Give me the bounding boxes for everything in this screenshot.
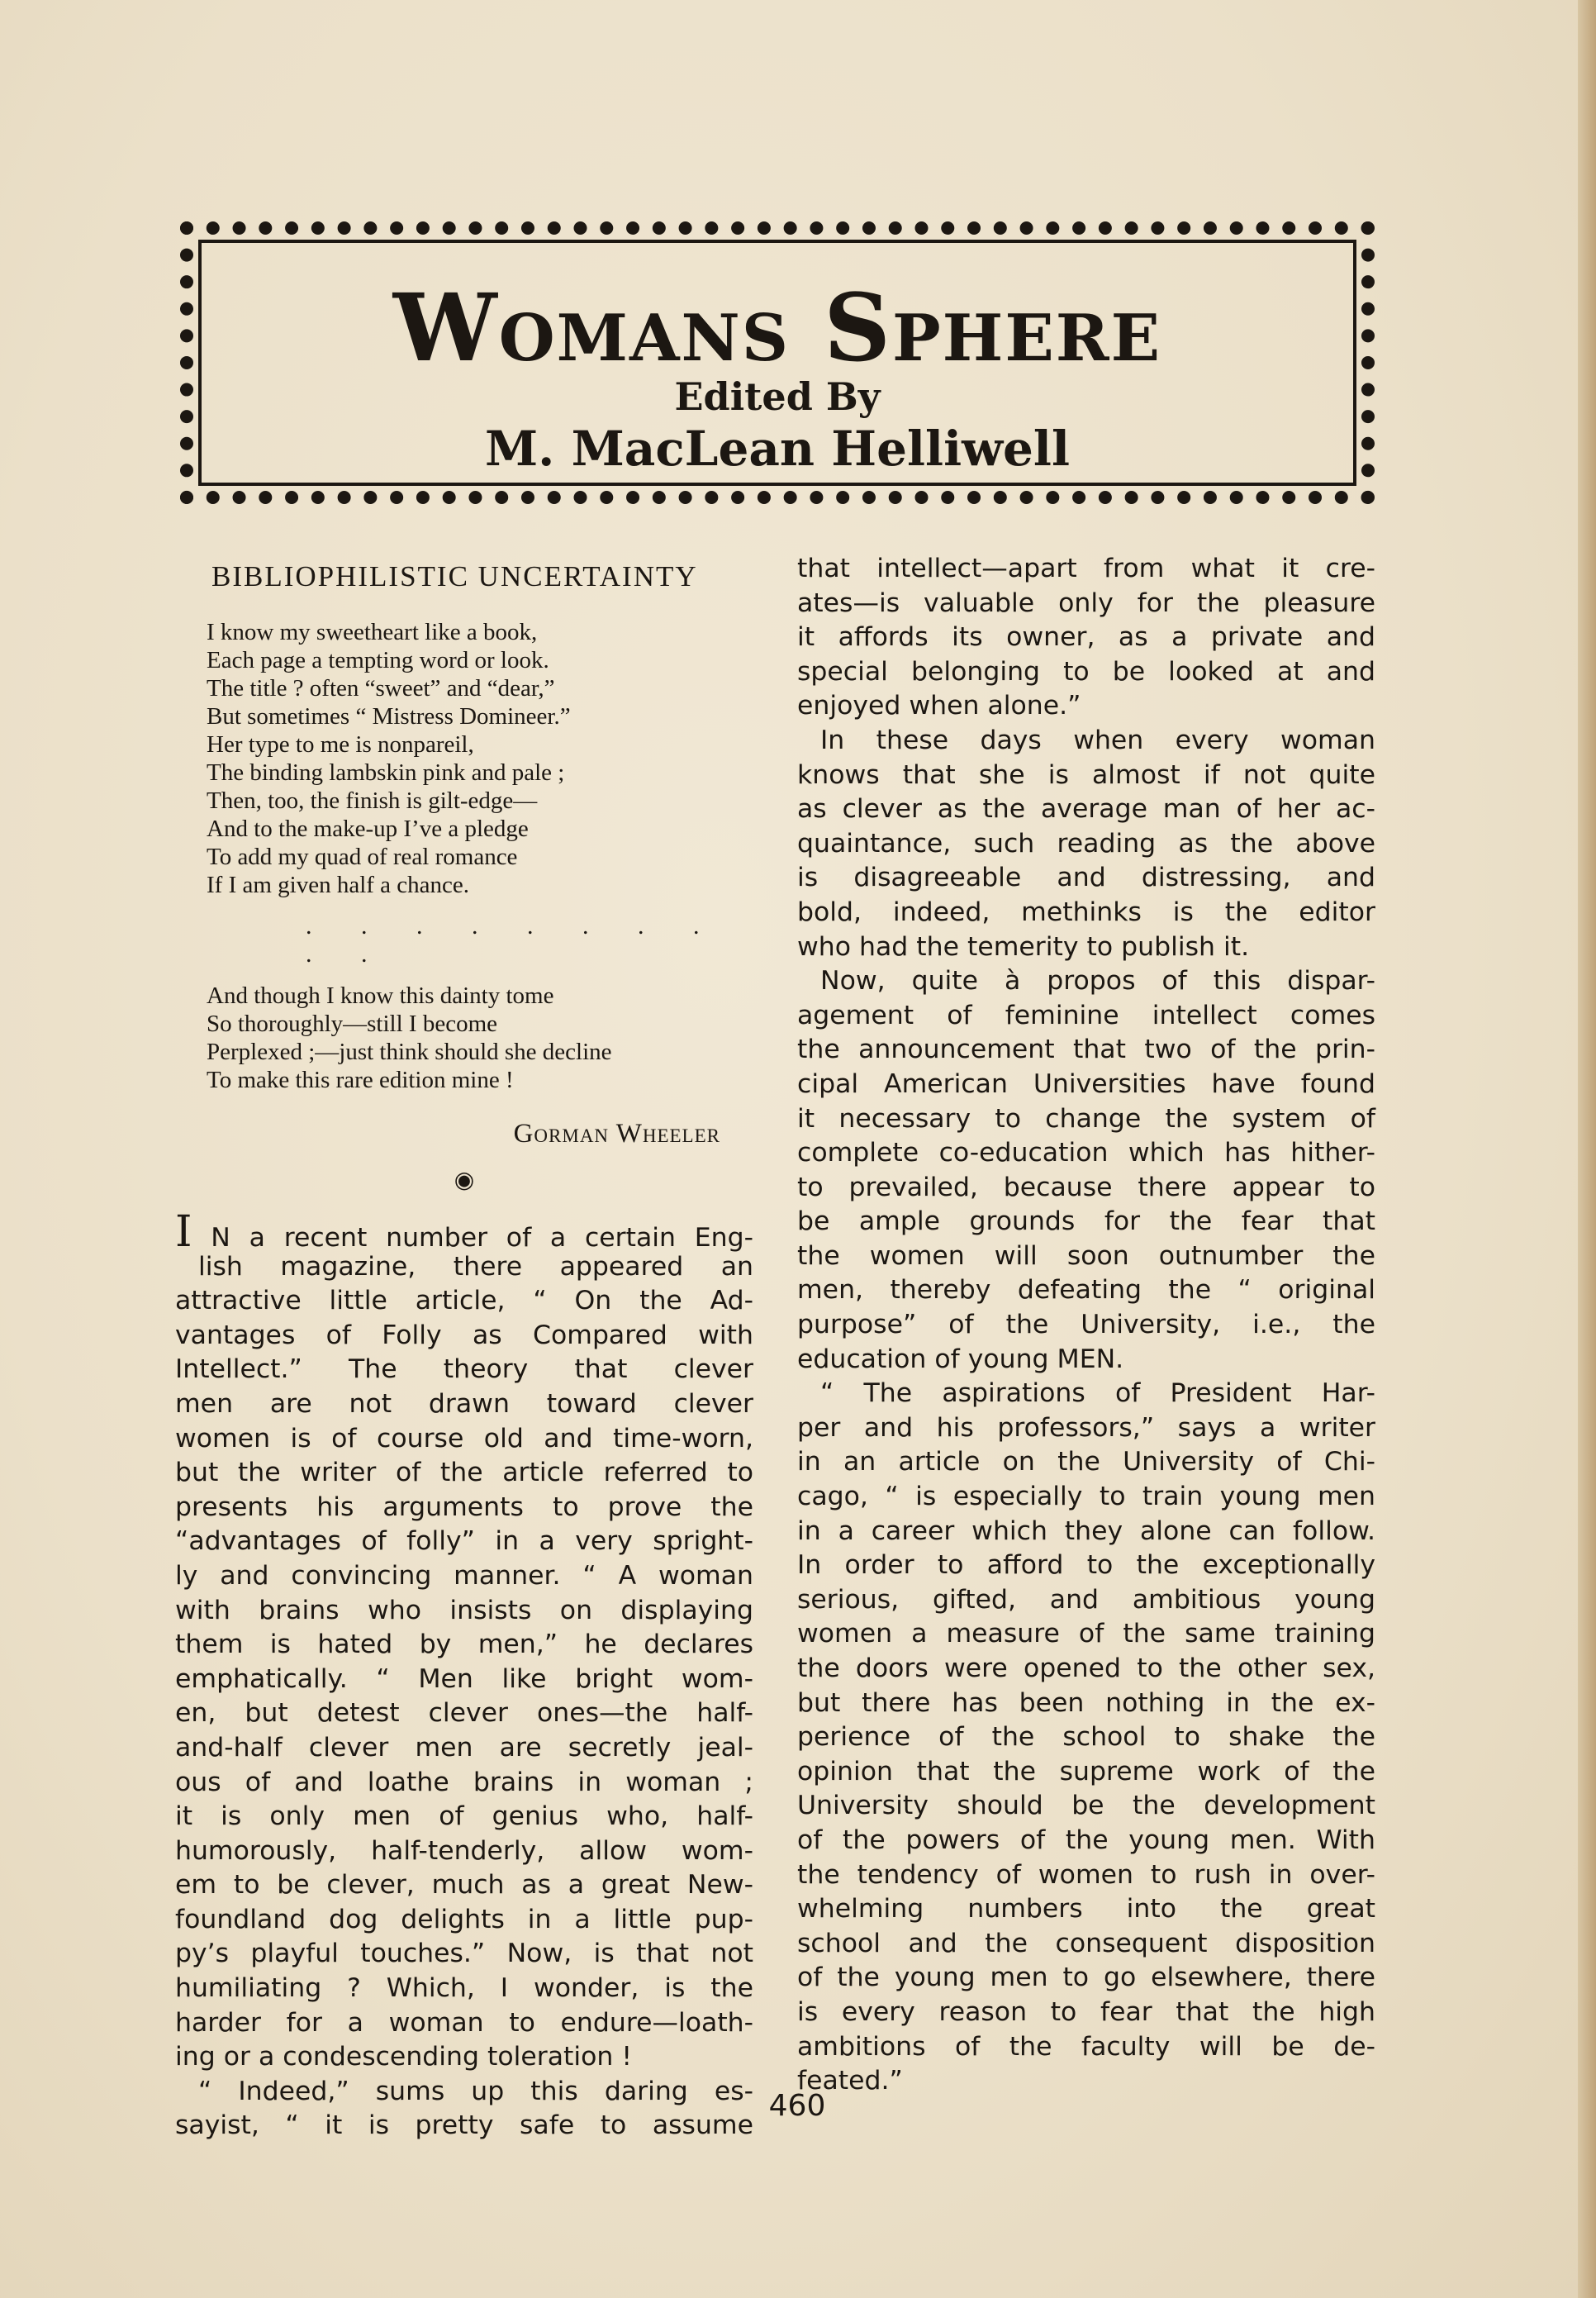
text-line: cago, “ is especially to train young men — [797, 1482, 1375, 1512]
text-line: in a career which they alone can follow. — [797, 1515, 1375, 1546]
text-line: ous of and loathe brains in woman ; — [175, 1767, 753, 1797]
right-column — [797, 552, 1375, 2099]
text-line: enjoyed when alone.” — [797, 691, 1081, 721]
text-line: ing or a condescending toleration ! — [175, 2042, 632, 2072]
text-line: ambitions of the faculty will be de- — [797, 2031, 1375, 2062]
poem-line: The title ? often “sweet” and “dear,” — [207, 675, 555, 702]
text-line: to prevailed, because there appear to — [797, 1172, 1375, 1202]
poem-line: To make this rare edition mine ! — [207, 1067, 514, 1093]
text-line: per and his professors,” says a writer — [797, 1412, 1375, 1443]
text-line: of the young men to go elsewhere, there — [797, 1963, 1375, 1993]
text-line: is disagreeable and distressing, and — [797, 863, 1375, 893]
poem-line: I know my sweetheart like a book, — [207, 619, 538, 645]
text-line: humorously, half-tenderly, allow wom- — [175, 1835, 753, 1866]
text-line: en, but detest clever ones—the half- — [175, 1698, 753, 1729]
poem-line: Perplexed ;—just think should she decline — [207, 1039, 612, 1065]
text-line: foundland dog delights in a little pup- — [175, 1904, 753, 1934]
poem-line: If I am given half a chance. — [207, 872, 470, 898]
poem-line: Each page a tempting word or look. — [207, 647, 549, 673]
text-line: “ Indeed,” sums up this daring es- — [198, 2076, 753, 2106]
poem-line: So thoroughly—still I become — [207, 1011, 497, 1037]
text-line: as clever as the average man of her ac- — [797, 794, 1375, 825]
text-line: In these days when every woman — [820, 725, 1375, 755]
text-line: vantages of Folly as Compared with — [175, 1320, 753, 1350]
text-line: women is of course old and time-worn, — [175, 1423, 753, 1453]
text-line: knows that she is almost if not quite — [797, 759, 1375, 790]
text-line: sayist, “ it is pretty safe to assume — [175, 2110, 753, 2141]
text-line — [175, 1207, 753, 1257]
text-line: ly and convincing manner. “ A woman — [175, 1560, 753, 1591]
poem-line: And to the make-up I’ve a pledge — [207, 816, 529, 842]
text-line: bold, indeed, methinks is the editor — [797, 897, 1375, 927]
text-line: complete co-education which has hither- — [797, 1138, 1375, 1168]
text-line: Now, quite à propos of this dispar- — [820, 966, 1375, 997]
text-line: ates—is valuable only for the pleasure — [797, 588, 1375, 618]
text-line: special belonging to be looked at and — [797, 656, 1375, 687]
section-ornament-icon: ◉ — [454, 1168, 475, 1193]
article-text-right — [797, 552, 1375, 2099]
poem-title: BIBLIOPHILISTIC UNCERTAINTY — [211, 560, 698, 592]
text-line: presents his arguments to prove the — [175, 1492, 753, 1522]
text-line: lish magazine, there appeared an — [198, 1251, 753, 1282]
text-line: be ample grounds for the fear that — [797, 1206, 1375, 1237]
text-line: harder for a woman to endure—loath- — [175, 2007, 753, 2038]
page-edge — [1578, 0, 1596, 2298]
text-line: humiliating ? Which, I wonder, is the — [175, 1973, 753, 2004]
text-line: it is only men of genius who, half- — [175, 1801, 753, 1832]
text-line: perience of the school to shake the — [797, 1722, 1375, 1753]
text-line: whelming numbers into the great — [797, 1894, 1375, 1925]
text-line: with brains who insists on displaying — [175, 1595, 753, 1625]
text-line: University should be the development — [797, 1791, 1375, 1821]
text-line: but the writer of the article referred to — [175, 1458, 753, 1488]
text-line: who had the temerity to publish it. — [797, 931, 1250, 962]
text-line: “ The aspirations of President Har- — [820, 1378, 1375, 1409]
poem-line: And though I know this dainty tome — [207, 982, 554, 1009]
text-line-content: N a recent number of a certain Eng- — [192, 1223, 753, 1253]
text-line: purpose” of the University, i.e., the — [797, 1310, 1375, 1340]
text-line: In order to afford to the exceptionally — [797, 1550, 1375, 1581]
text-line: emphatically. “ Men like bright wom- — [175, 1663, 753, 1694]
text-line: serious, gifted, and ambitious young — [797, 1584, 1375, 1615]
text-line: cipal American Universities have found — [797, 1068, 1375, 1099]
poem-line: Her type to me is nonpareil, — [207, 731, 474, 758]
edited-by-label: Edited By — [674, 374, 881, 419]
poem-author: Gorman Wheeler — [513, 1119, 720, 1149]
poem-line: The binding lambskin pink and pale ; — [207, 759, 565, 786]
text-line: men are not drawn toward clever — [175, 1388, 753, 1419]
poem-ellipsis: . . . . . . . . . . — [306, 912, 721, 968]
poem — [207, 618, 753, 1094]
text-line: the doors were opened to the other sex, — [797, 1653, 1375, 1683]
section-title: Womans Sphere — [392, 274, 1162, 383]
text-line: of the powers of the young men. With — [797, 1825, 1375, 1855]
poem-stanza-1 — [207, 618, 753, 899]
text-line: opinion that the supreme work of the — [797, 1756, 1375, 1787]
text-line: quaintance, such reading as the above — [797, 828, 1375, 859]
text-line: and-half clever men are secretly jeal- — [175, 1732, 753, 1763]
text-line: education of young MEN. — [797, 1344, 1124, 1374]
text-line: women a measure of the same training — [797, 1619, 1375, 1649]
text-line: feated.” — [797, 2066, 903, 2096]
text-line: the women will soon outnumber the — [797, 1240, 1375, 1271]
text-line: py’s playful touches.” Now, is that not — [175, 1939, 753, 1969]
text-line: school and the consequent disposition — [797, 1928, 1375, 1958]
text-line: men, thereby defeating the “ original — [797, 1275, 1375, 1306]
text-line: them is hated by men,” he declares — [175, 1630, 753, 1660]
text-line: it affords its owner, as a private and — [797, 622, 1375, 653]
text-line: in an article on the University of Chi- — [797, 1447, 1375, 1477]
text-line: agement of feminine intellect comes — [797, 1000, 1375, 1030]
text-line: the tendency of women to rush in over- — [797, 1859, 1375, 1890]
poem-line: Then, too, the finish is gilt-edge— — [207, 787, 538, 814]
text-line: “advantages of folly” in a very spright- — [175, 1526, 753, 1557]
poem-line: But sometimes “ Mistress Domineer.” — [207, 703, 571, 730]
text-line: attractive little article, “ On the Ad- — [175, 1286, 753, 1316]
text-line: but there has been nothing in the ex- — [797, 1687, 1375, 1718]
text-line: is every reason to fear that the high — [797, 1996, 1375, 2027]
text-line: that intellect—apart from what it cre- — [797, 554, 1375, 583]
text-line: the announcement that two of the prin- — [797, 1035, 1375, 1065]
editor-name: M. MacLean Helliwell — [484, 421, 1070, 477]
left-column — [175, 552, 753, 2143]
text-line: em to be clever, much as a great New- — [175, 1870, 753, 1901]
header-banner — [180, 221, 1375, 504]
text-line: it necessary to change the system of — [797, 1103, 1375, 1134]
article-text-left — [175, 1207, 753, 2143]
text-line: Intellect.” The theory that clever — [175, 1354, 753, 1385]
drop-cap: I — [175, 1207, 192, 1257]
page-number: 460 — [768, 2089, 826, 2123]
poem-line: To add my quad of real romance — [207, 844, 518, 870]
poem-stanza-2 — [207, 982, 753, 1094]
